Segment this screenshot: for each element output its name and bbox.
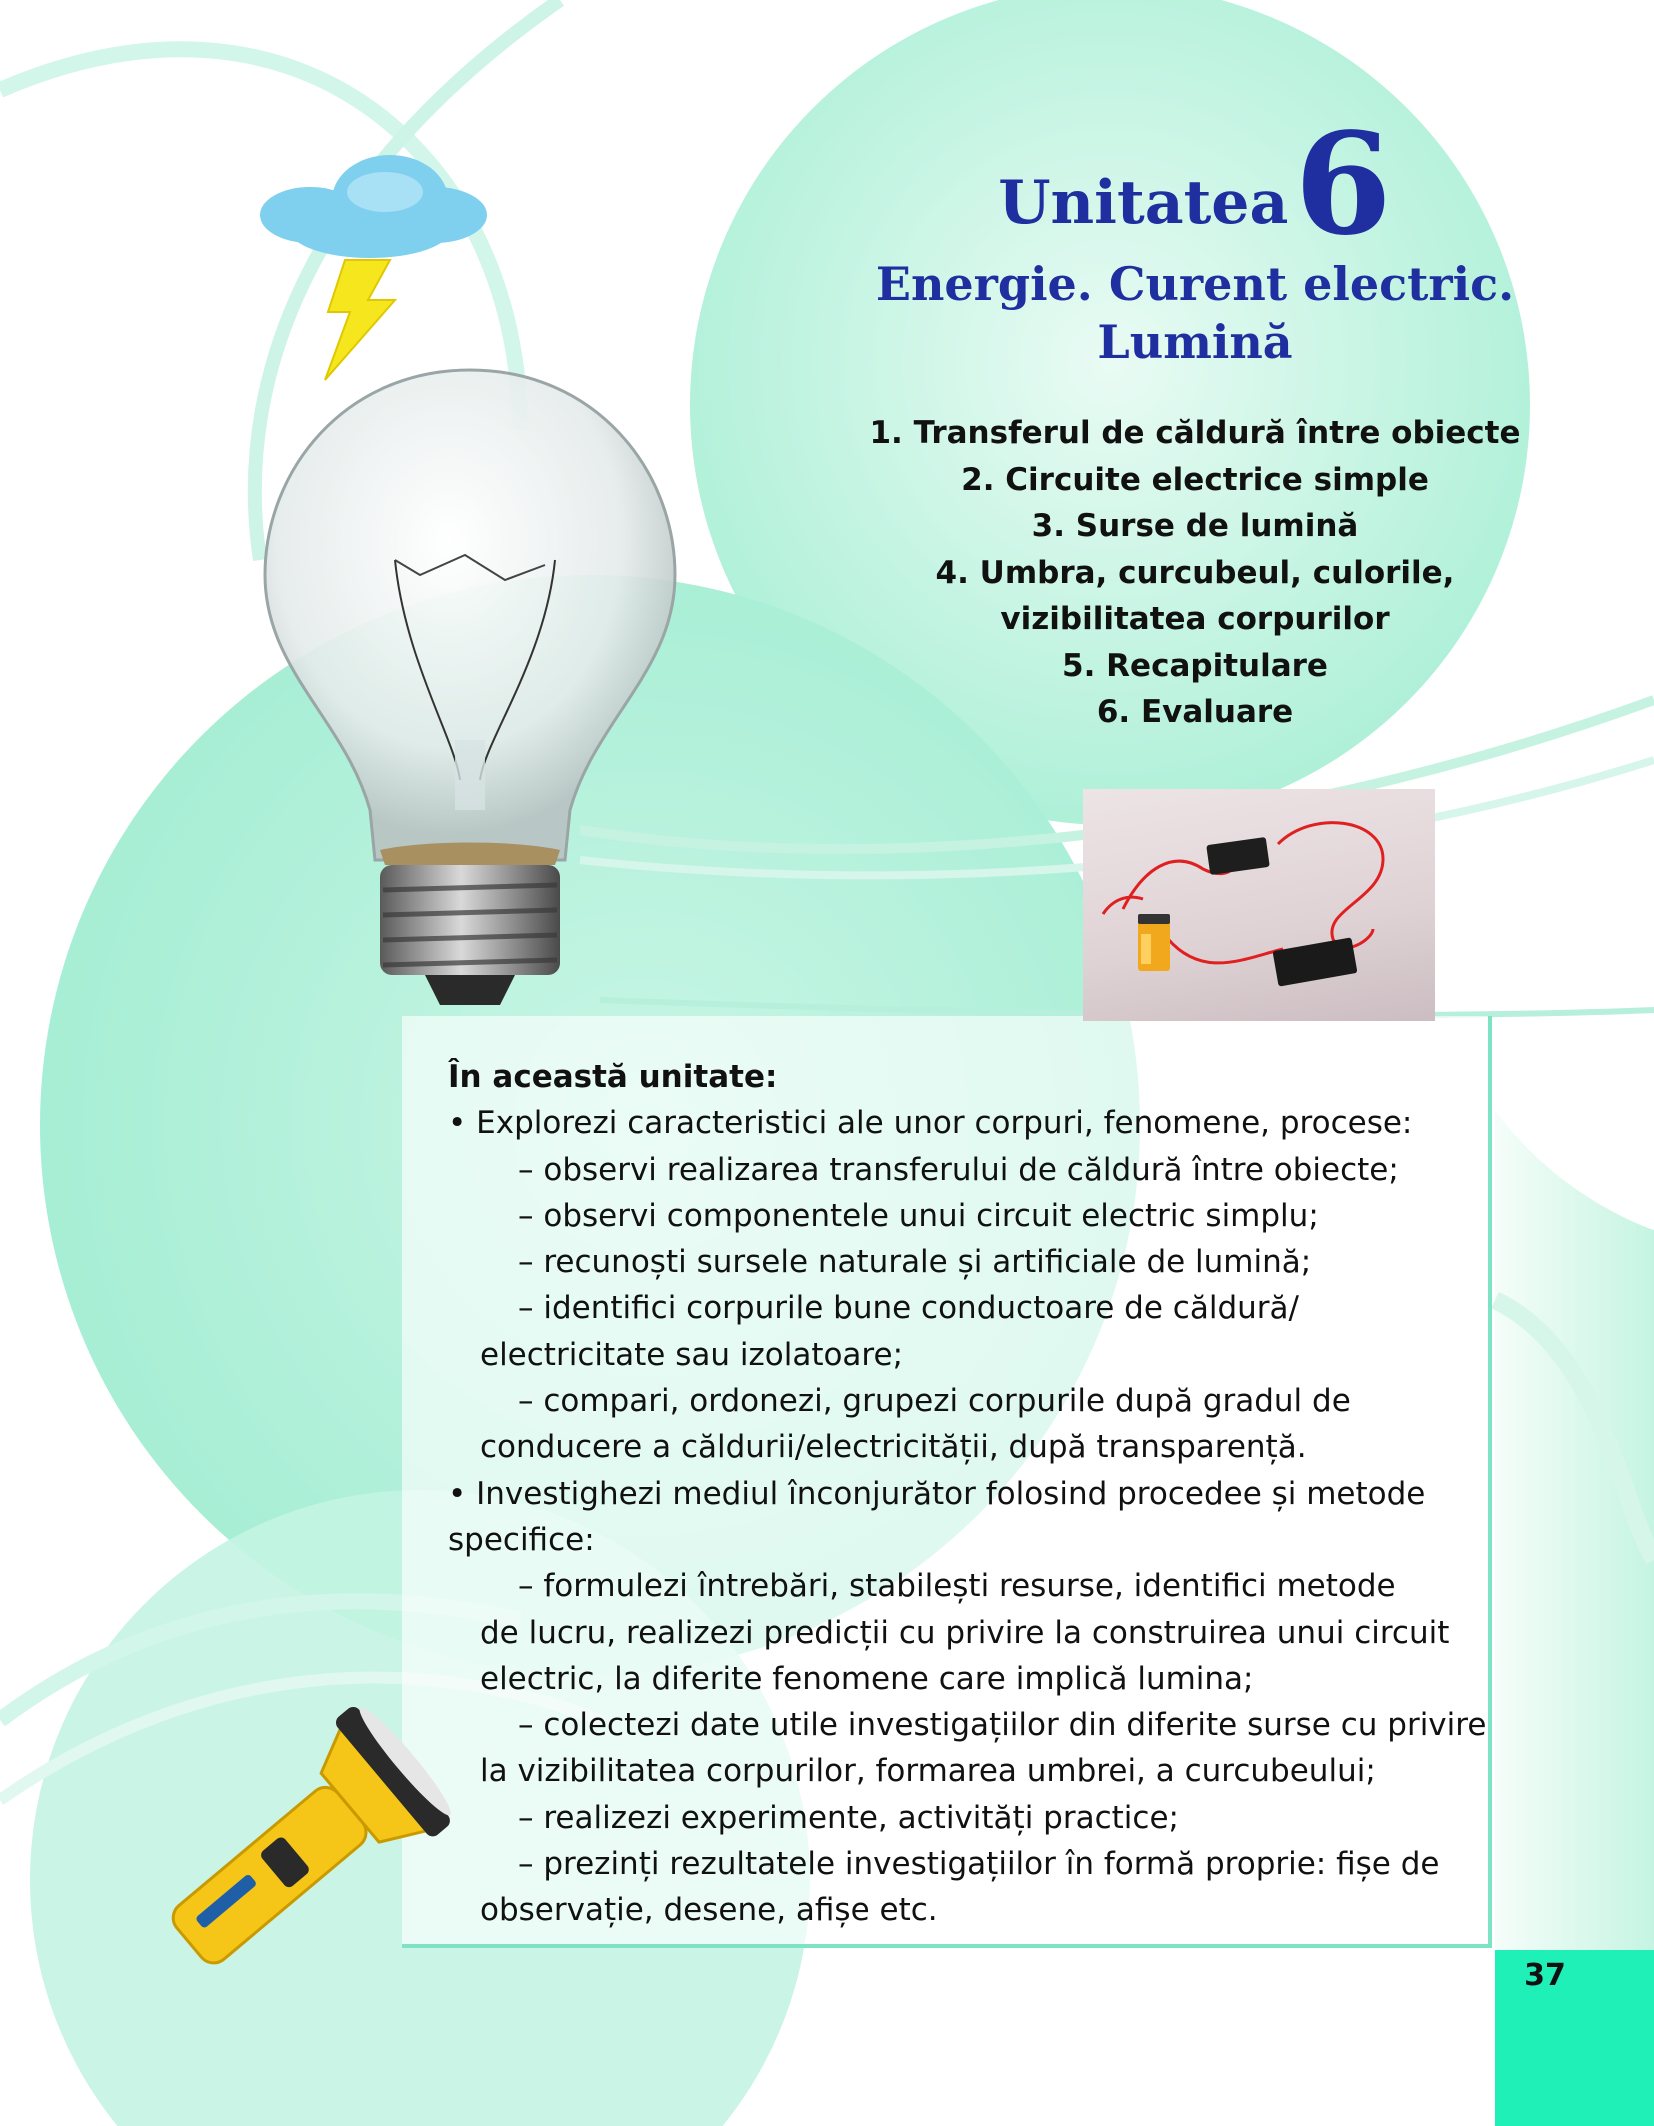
unit-title (830, 103, 1560, 267)
lesson-item: 2. Circuite electrice simple (961, 461, 1429, 498)
lesson-item: 1. Transferul de căldură între obiecte (869, 415, 1521, 451)
flashlight-icon (110, 1680, 470, 2010)
objective-line: la vizibilitatea corpurilor, formarea umbrei, a curcubeului; (480, 1753, 1376, 1790)
lesson-item: 5. Recapitulare (1062, 647, 1328, 684)
objective-line: conducere a căldurii/electricității, după transparență. (480, 1429, 1307, 1466)
objective-line: • Investighezi mediul înconjurător folosind procedee și metode (448, 1475, 1426, 1512)
storm-cloud-icon (240, 150, 500, 390)
circuit-photo (1083, 789, 1435, 1021)
objective-line: – observi realizarea transferului de căldură între obiecte; (518, 1151, 1399, 1188)
lesson-item: vizibilitatea corpurilor (1000, 601, 1390, 637)
objective-line: de lucru, realizezi predicții cu privire la construirea unui circuit (480, 1614, 1450, 1651)
unit-word: Unitatea (998, 168, 1289, 238)
objective-line: specifice: (448, 1521, 595, 1558)
unit-subtitle-line2: Lumină (1097, 315, 1293, 369)
objective-line: – realizezi experimente, activități practice; (518, 1799, 1179, 1836)
objective-line: • Explorezi caracteristici ale unor corpuri, fenomene, procese: (448, 1105, 1413, 1142)
objective-line: – colectezi date utile investigațiilor din diferite surse cu privire (518, 1707, 1487, 1744)
objective-line: – recunoști sursele naturale și artificiale de lumină; (518, 1244, 1312, 1281)
unit-subtitle-line1: Energie. Curent electric. (875, 257, 1515, 311)
objective-line: observație, desene, afișe etc. (480, 1892, 938, 1929)
objective-line: – formulezi întrebări, stabilești resurse, identifici metode (518, 1568, 1396, 1605)
unit-title-block (830, 103, 1560, 371)
lesson-item: 4. Umbra, curcubeul, culorile, (935, 554, 1455, 591)
objectives-panel (402, 1016, 1492, 1948)
simple-circuit-icon (1083, 789, 1435, 1021)
objective-line: – compari, ordonezi, grupezi corpurile după gradul de (518, 1383, 1351, 1420)
lessons-list (830, 410, 1560, 736)
lesson-item: 3. Surse de lumină (1031, 508, 1359, 544)
objectives-heading: În această unitate: (448, 1059, 778, 1095)
page-number: 37 (1524, 1958, 1566, 1993)
light-bulb-icon (255, 360, 685, 1020)
objective-line: – prezinți rezultatele investigațiilor în formă proprie: fișe de (518, 1846, 1440, 1883)
objective-line: electricitate sau izolatoare; (480, 1336, 904, 1373)
objective-line: – identifici corpurile bune conductoare de căldură/ (518, 1290, 1299, 1327)
unit-number: 6 (1294, 103, 1392, 267)
lesson-item: 6. Evaluare (1096, 694, 1294, 730)
objective-line: – observi componentele unui circuit electric simplu; (518, 1197, 1319, 1234)
objective-line: electric, la diferite fenomene care implică lumina; (480, 1660, 1254, 1697)
